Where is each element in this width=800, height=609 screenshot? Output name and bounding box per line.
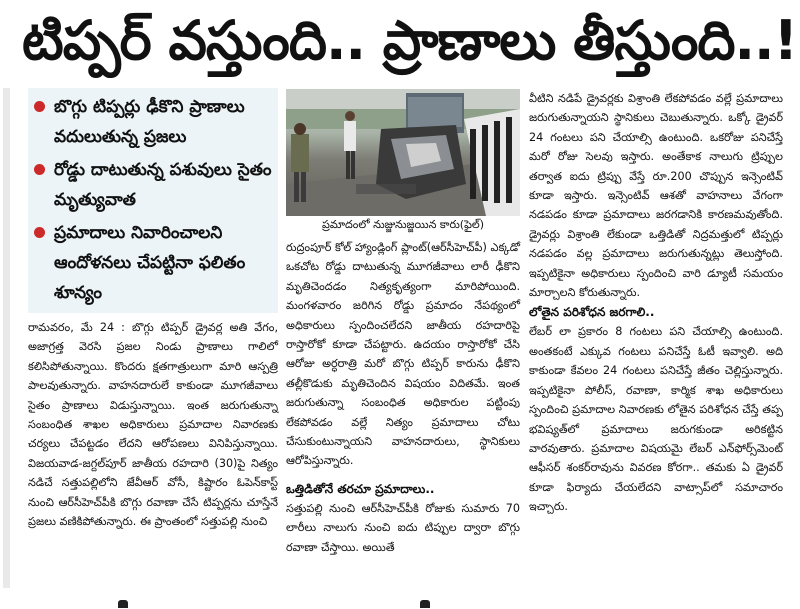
- section-subhead: లోతైన పరిశోధన జరగాలి..: [529, 305, 655, 320]
- bullet-dot-icon: [34, 164, 45, 175]
- accident-photo: [286, 89, 520, 216]
- cropped-glyph: [420, 600, 430, 608]
- article-paragraph: రుద్రంపూర్ కోల్ హ్యాండ్లింగ్ ప్లాంట్(ఆర్‌సీహెచ్‌పీ) ఎక్కడో ఒకచోట రోడ్డు దాటుతున్న మూగజీవాలు లారీ ఢీకొని మృతిచెందడం నిత్యకృత్యంగా మారిపోయింది. మంగళవారం జరిగిన రోడ్డు ప్రమాదం నేపథ్యంలో అధికారులు స్పందించలేదని జాతీయ రహదారిపై రాస్తారోకో కూడా చేపట్టారు. ఉదయం రాస్తారోకో చేసి ఆరోజు అర్ధరాత్రి మరో బొగ్గు టిప్పర్ కారును ఢీకొని తల్లీకొడుకు మృతిచెందిన విషయం విదితమే. ఇంత జరుగుతున్నా సంబంధిత అధికారుల పట్టింపు లేకపోవడం వల్లే నిత్యం ప్రమాదాలు చోటు చేసుకుంటున్నాయని వాహనదారులు, స్థానికులు ఆరోపిస్తున్నారు.: [286, 241, 520, 468]
- highlight-text: బొగ్గు టిప్పర్లు ఢీకొని ప్రాణాలు వదులుతున్న ప్రజలు: [54, 97, 245, 147]
- bullet-dot-icon: [34, 101, 45, 112]
- article-paragraph: రామవరం, మే 24 : బొగ్గు టిప్పర్ డ్రైవర్ల అతి వేగం, అజాగ్రత్త వెరసి ప్రజల నిండు ప్రాణాలు గాలిలో కలిసిపోతున్నాయి. కొందరు క్షతగాత్రులుగా మారి ఆస్పత్రి పాలవుతున్నారు. వాహనదారులే కాకుండా మూగజీవాలు సైతం ప్రాణాలు విడుస్తున్నాయి. ఇంత జరుగుతున్నా సంబంధిత శాఖల అధికారులు ప్రమాదాల నివారణకు చర్యలు చేపట్టడం లేదని ఆరోపణలు వినిపిస్తున్నాయి. విజయవాడ-జగ్దల్‌పూర్ జాతీయ రహదారి (30)పై నిత్యం నడిచే సత్తుపల్లిలోని జేవీఆర్ వోసీ, కిష్టారం ఓపెన్‌కాస్ట్ నుంచి ఆర్‌సీహెచ్‌పీకి బొగ్గు రవాణా చేసే టిప్పర్లను చూస్తేనే ప్రజలు వణికిపోతున్నారు. ఈ ప్రాంతంలో సత్తుపల్లి నుంచి: [28, 321, 278, 529]
- left-margin-strip: [3, 88, 10, 588]
- accident-scene-illustration: [286, 89, 520, 216]
- bullet-dot-icon: [34, 227, 45, 238]
- next-article-edge: [0, 596, 800, 609]
- photo-caption: ప్రమాదంలో నుజ్జునుజ్జయిన కారు(ఫైల్): [322, 218, 484, 231]
- highlight-item: [28, 92, 278, 152]
- highlight-item: [28, 155, 278, 215]
- highlight-text: రోడ్డు దాటుతున్న పశువులు సైతం మృత్యువాత: [54, 160, 272, 210]
- article-paragraph: లేబర్ లా ప్రకారం 8 గంటలు పని చేయాల్సి ఉంటుంది. అంతకంటే ఎక్కువ గంటలు పనిచేస్తే ఓటీ ఇవ్వాలి. అది కాకుండా కేవలం 24 గంటలు పనిచేస్తే జీతం చెల్లిస్తున్నారు. ఇప్పటికైనా పోలీస్, రవాణా, కార్మిక శాఖ అధికారులు స్పందించి ప్రమాదాల నివారణకు లోతైన పరిశోధన చేస్తే తప్ప భవిష్యత్‌లో ప్రమాదాలు జరుగకుండా అరికట్టిన వారవుతారు. ప్రమాదాల విషయమై లేబర్ ఎన్‌ఫోర్స్‌మెంట్ ఆఫీసర్ శంకర్‌రావును వివరణ కోరగా.. తమకు ఏ డ్రైవర్ కూడా ఫిర్యాదు చేయలేదని వాట్సాప్‌లో సమాచారం ఇచ్చారు.: [529, 325, 783, 514]
- highlight-text: ప్రమాదాలు నివారించాలని ఆందోళనలు చేపట్టినా ఫలితం శూన్యం: [54, 223, 246, 303]
- article-column-3: [529, 89, 783, 517]
- article-paragraph: సత్తుపల్లి నుంచి ఆర్‌సీహెచ్‌పీకి రోజుకు సుమారు 70 లారీలు నాలుగు నుంచి ఐదు టిప్పుల ద్వారా బొగ్గు రవాణా చేస్తాయి. అయితే: [286, 501, 520, 554]
- article-column-2: [286, 238, 520, 557]
- article-paragraph: వీటిని నడిపే డ్రైవర్లకు విశ్రాంతి లేకపోవడం వల్లే ప్రమాదాలు జరుగుతున్నాయని స్థానికులు చెబుతున్నారు. ఒక్కో డ్రైవర్ 24 గంటలు పని చేయాల్సి ఉంటుంది. ఒకరోజు పనిచేస్తే మరో రోజు సెలవు ఇస్తారు. అంతేకాక నాలుగు ట్రిప్పుల తర్వాత ఐదు ట్రిప్పు వేస్తే రూ.200 చొప్పున ఇన్సెంటివ్ కూడా ఇస్తారు. ఇన్సెంటివ్ ఆశతో వాహనాలు వేగంగా నడపడం కూడా ప్రమాదాలు జరగడానికి కారణమవుతోంది. డ్రైవర్లు విశ్రాంతి లేకుండా ఒత్తిడితో నిద్రమత్తులో టిప్పర్లు నడపడం వల్ల ప్రమాదాలు జరుగుతున్నట్లు తెలుస్తోంది. ఇప్పటికైనా అధికారులు స్పందించి వారి డ్యూటీ సమయం మార్చాలని కోరుతున్నారు.: [529, 92, 783, 300]
- headline: టిప్పర్ వస్తుంది.. ప్రాణాలు తీస్తుంది..!: [22, 9, 798, 72]
- section-subhead: ఒత్తిడితోనే తరచూ ప్రమాదాలు..: [286, 481, 435, 496]
- highlights-box: [28, 88, 278, 313]
- highlight-item: [28, 218, 278, 308]
- cropped-glyph: [118, 600, 128, 608]
- article-column-1: [28, 318, 278, 531]
